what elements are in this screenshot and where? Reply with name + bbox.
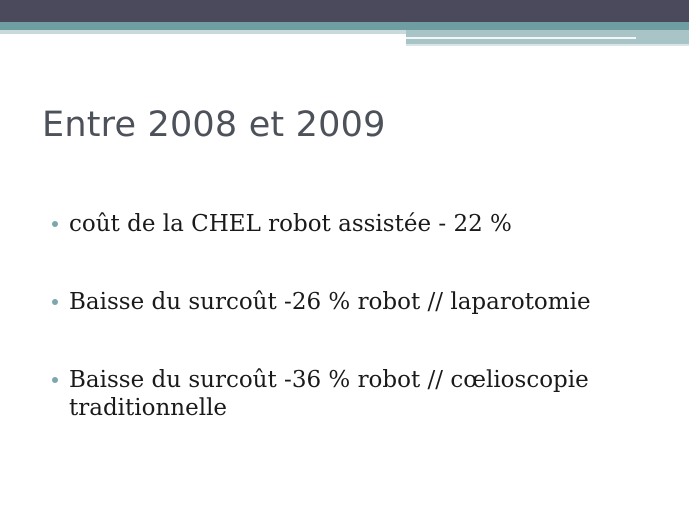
slide-title: Entre 2008 et 2009 (42, 105, 386, 145)
header-band-shadow (406, 44, 689, 46)
bullet-item (52, 288, 652, 316)
bullet-marker-icon (52, 221, 58, 227)
bullet-text: Baisse du surcoût -26 % robot // laparotomie (69, 289, 591, 315)
header-band-line (406, 37, 636, 39)
header-band-light (0, 30, 406, 34)
bullet-item (52, 366, 652, 422)
bullet-list (52, 210, 652, 472)
bullet-marker-icon (52, 299, 58, 305)
bullet-item (52, 210, 652, 238)
header-band-dark (0, 0, 689, 22)
bullet-text: Baisse du surcoût -36 % robot // cœlioscopie traditionnelle (69, 367, 589, 421)
header-band-teal (0, 22, 689, 30)
bullet-text: coût de la CHEL robot assistée - 22 % (69, 211, 512, 237)
bullet-marker-icon (52, 377, 58, 383)
